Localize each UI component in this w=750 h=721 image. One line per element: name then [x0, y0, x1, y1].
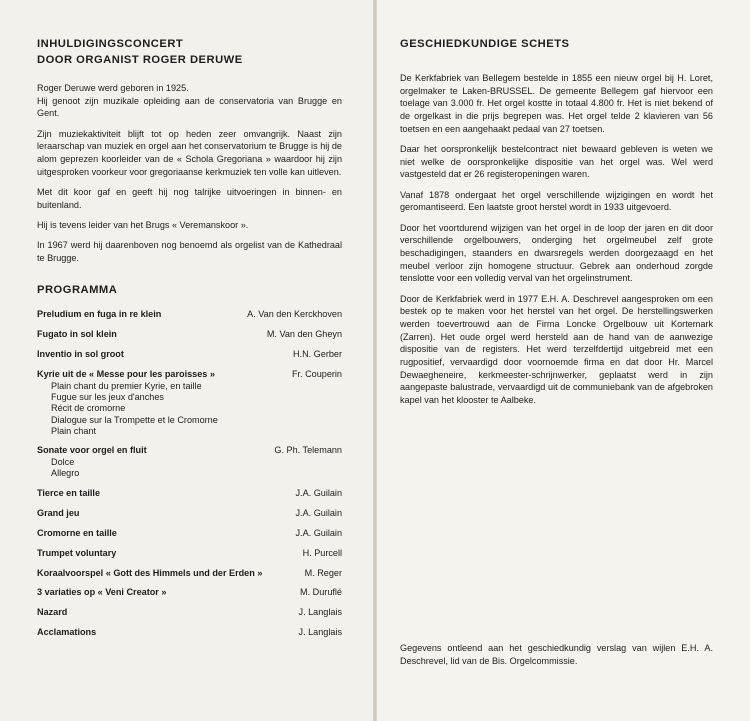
programma-row — [37, 328, 342, 341]
composer-name: A. Van den Kerckhoven — [247, 309, 342, 320]
programma-entry — [37, 547, 342, 560]
history-title: GESCHIEDKUNDIGE SCHETS — [400, 38, 570, 50]
programma-row — [37, 606, 342, 619]
work-title: Nazard — [37, 607, 68, 618]
programma-entry — [37, 348, 342, 361]
history-paragraph: Door de Kerkfabriek werd in 1977 E.H. A. Deschrevel aangesproken om een bestek op te maken voor het herstel van het orgel. De herstellingswerken werden toevertrouwd aan de Firma Loncke Orgelbouw uit Kortemark (Zarren). Het oude orgel werd hersteld aan de hand van de aanwezige dispositie van de registers. Het werd terzelfdertijd uitgebreid met een rugpositief, vervaardigd door voornoemde firma en dat door Hr. Marcel Dewaegheneire, kerkmeester-schrijnwerker, geplaatst werd in zijn aangepaste balustrade, vervaardigd uit de communiebank van de afgebroken kapel van het klooster te Aalbeke. — [400, 293, 713, 406]
programma-entry — [37, 507, 342, 520]
composer-name: J.A. Guilain — [295, 507, 342, 518]
composer-name: H. Purcell — [302, 547, 342, 558]
programma-row — [37, 368, 342, 381]
history-paragraph: Door het voortdurend wijzigen van het orgel in de loop der jaren en dit door verschillende orgelbouwers, onderging het orgelmeubel zelf grote beschadigingen, staanders en dwarsregels werden doorgezaagd en het meubel verloor zijn homogene structuur. Gebrek aan onderhoud zorgde tenslotte voor een volledig verval van het orgelinstrument. — [400, 222, 713, 284]
programma-row — [37, 586, 342, 599]
concert-title-line2: DOOR ORGANIST ROGER DERUWE — [37, 54, 243, 66]
bio-paragraph: Roger Deruwe werd geboren in 1925. Hij genoot zijn muzikale opleiding aan de conservatoria van Brugge en Gent. — [37, 83, 342, 119]
programma-row — [37, 507, 342, 520]
work-title: 3 variaties op « Veni Creator » — [37, 587, 167, 598]
programma-row — [37, 444, 342, 457]
work-movement: Plain chant du premier Kyrie, en taille — [51, 380, 202, 391]
work-title: Cromorne en taille — [37, 527, 117, 538]
composer-name: G. Ph. Telemann — [274, 445, 342, 456]
right-page-content — [400, 36, 713, 414]
work-title: Preludium en fuga in re klein — [37, 309, 162, 320]
work-movement: Dialogue sur la Trompette et le Cromorne — [51, 414, 218, 425]
history-paragraph: Daar het oorspronkelijk bestelcontract niet bewaard gebleven is weten we niet welke de oorspronkelijke dispositie van het orgel was. Wel werd vastgesteld dat er 26 registeropeningen waren. — [400, 144, 713, 180]
bio-paragraph: Zijn muziekaktiviteit blijft tot op heden zeer omvangrijk. Naast zijn leraarschap van muziek en orgel aan het conservatorium te Brugge is hij de alom geprezen koorleider van de « Schola Gregoriana » waardoor hij zijn uitgesproken voorkeur voor gregoriaanse kerkmuziek ten volle kan uitleven. — [37, 128, 342, 177]
programma-entry — [37, 368, 342, 437]
programma-entry — [37, 606, 342, 619]
composer-name: Fr. Couperin — [291, 369, 342, 380]
bio-paragraph: In 1967 werd hij daarenboven nog benoemd als orgelist van de Kathedraal te Brugge. — [37, 240, 342, 263]
source-note: Gegevens ontleend aan het geschiedkundig verslag van wijlen E.H. A. Deschrevel, lid van de Bis. Orgelcommissie. — [400, 643, 713, 666]
composer-name: M. Van den Gheyn — [266, 329, 342, 340]
programma-heading: PROGRAMMA — [37, 284, 118, 297]
programma-row — [37, 308, 342, 321]
work-movement: Récit de cromorne — [51, 403, 126, 414]
composer-name: J. Langlais — [298, 627, 342, 638]
work-title: Kyrie uit de « Messe pour les paroisses » — [37, 369, 215, 380]
programma-entry — [37, 444, 342, 479]
programma-entry — [37, 487, 342, 500]
work-movement: Allegro — [51, 468, 80, 479]
work-title: Tierce en taille — [37, 487, 101, 498]
work-movement: Plain chant — [51, 426, 96, 436]
programma-entry — [37, 527, 342, 540]
bio-paragraph: Met dit koor gaf en geeft hij nog talrijke uitvoeringen in binnen- en buitenland. — [37, 186, 342, 210]
history-text — [400, 72, 713, 407]
programma-list — [37, 308, 342, 638]
programma-row — [37, 626, 342, 639]
programma-entry — [37, 308, 342, 321]
work-title: Koraalvoorspel « Gott des Himmels und der Erden » — [37, 567, 263, 578]
work-title: Sonate voor orgel en fluit — [37, 445, 147, 456]
history-paragraph: De Kerkfabriek van Bellegem bestelde in 1855 een nieuw orgel bij H. Loret, orgelmaker te Laken-BRUSSEL. De gemeente Bellegem gaf hiervoor een toelage van 3.000 fr. Het orgel kostte in totaal 4.800 fr. Het is niet bekend of de orgelkast in die prijs begrepen was. Het orgel telde 2 klavieren van 56 toetsen en een aangehaakt pedaal van 27 toetsen. — [400, 73, 713, 134]
programma-entry — [37, 586, 342, 599]
left-page-content — [37, 36, 342, 646]
programma-row — [37, 348, 342, 361]
concert-title-line1: INHULDIGINGSCONCERT — [37, 38, 184, 50]
composer-name: J. Langlais — [298, 607, 342, 618]
composer-name: H.N. Gerber — [292, 349, 342, 360]
programma-entry — [37, 626, 342, 639]
programma-entry — [37, 328, 342, 341]
programma-row — [37, 527, 342, 540]
biography — [37, 82, 342, 264]
page-fold — [373, 0, 377, 721]
composer-name: J.A. Guilain — [295, 527, 342, 538]
programma-row — [37, 547, 342, 560]
composer-name: M. Duruflé — [300, 587, 342, 598]
programma-row — [37, 487, 342, 500]
composer-name: J.A. Guilain — [295, 487, 342, 498]
bio-paragraph: Hij is tevens leider van het Brugs « Veremanskoor ». — [37, 219, 249, 230]
programma-entry — [37, 567, 342, 580]
work-title: Grand jeu — [37, 507, 80, 518]
work-title: Trumpet voluntary — [37, 547, 117, 558]
history-paragraph: Vanaf 1878 ondergaat het orgel verschillende wijzigingen en wordt het geromantiseerd. Een laatste groot herstel wordt in 1933 uitgevoerd. — [400, 189, 713, 213]
work-title: Fugato in sol klein — [37, 329, 117, 340]
work-title: Acclamations — [37, 627, 97, 638]
composer-name: M. Reger — [304, 567, 342, 578]
work-movement: Dolce — [51, 457, 75, 468]
work-title: Inventio in sol groot — [37, 349, 124, 360]
programma-row — [37, 567, 342, 580]
work-movement: Fugue sur les jeux d'anches — [51, 392, 164, 403]
